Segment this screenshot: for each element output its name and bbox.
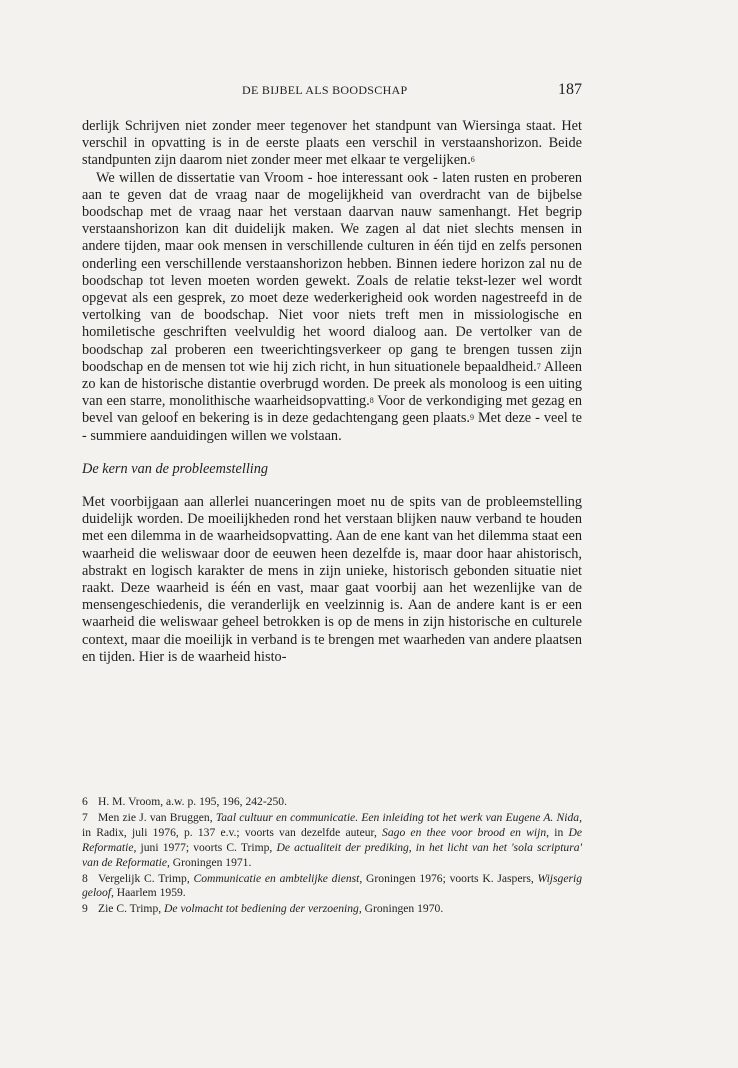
- page-header: [82, 83, 582, 105]
- footnote-text: Groningen 1976; voorts K. Jaspers,: [362, 871, 538, 885]
- footnote-ref-8: 8: [369, 396, 374, 406]
- body-text: [82, 118, 582, 666]
- footnote-6: [82, 795, 582, 810]
- paragraph-2-text-d: Met deze - veel te - summiere aanduidingen willen we volstaan.: [82, 410, 582, 444]
- paragraph-1: [82, 118, 582, 170]
- running-head: DE BIJBEL ALS BOODSCHAP: [242, 83, 408, 97]
- paragraph-3: Met voorbijgaan aan allerlei nuanceringen moet nu de spits van de probleemstelling duidelijk worden. De moeilijkheden rond het verstaan blijken nauw verband te houden met een dilemma in de waarheidsopvatting. Aan de ene kant van het dilemma staat een waarheid die weliswaar door de eeuwen heen dezelfde is, maar door haar ahistorisch, abstrakt en logisch karakter de mens in zijn unieke, historisch gebonden situatie niet raakt. Deze waarheid is één en vast, maar gaat voorbij aan het wezenlijke van de mensengeschiedenis, die veranderlijk en veelzinnig is. Aan de andere kant is er een waarheid die weliswaar geheel betrokken is op de mens in zijn historische en culturele context, maar die moeilijk in verband is te brengen met waarheden van andere plaatsen en tijden. Hier is de waarheid histo-: [82, 494, 582, 665]
- footnote-text: Groningen 1971.: [169, 855, 252, 869]
- footnote-7: [82, 811, 582, 871]
- footnote-8: [82, 872, 582, 902]
- footnote-title: Sago en thee voor brood en wijn,: [382, 825, 550, 839]
- footnote-9: [82, 902, 582, 917]
- footnote-text: in: [549, 825, 569, 839]
- footnote-title: De Reformatie,: [82, 825, 582, 854]
- footnote-text: Zie C. Trimp,: [98, 902, 165, 916]
- footnote-text: Vergelijk C. Trimp,: [98, 871, 194, 885]
- paragraph-1-text: derlijk Schrijven niet zonder meer tegenover het standpunt van Wiersinga staat. Het verschil in opvatting is in de eerste plaats een verschil in verstaanshorizon. Beide standpunten zijn daarom niet zonder meer met elkaar te vergelijken.: [82, 118, 582, 169]
- footnote-title: De volmacht tot bediening der verzoening,: [164, 902, 362, 916]
- footnote-ref-7: 7: [536, 361, 541, 371]
- footnote-text: Men zie J. van Bruggen,: [98, 810, 216, 824]
- footnote-text: juni 1977; voorts C. Trimp,: [136, 840, 277, 854]
- paragraph-2: [82, 170, 582, 445]
- footnote-title: Taal cultuur en communicatie. Een inleiding tot het werk van Eugene A. Nida,: [215, 810, 583, 824]
- footnote-number: 8: [82, 871, 88, 885]
- footnote-number: 7: [82, 810, 88, 824]
- footnotes: [82, 795, 582, 918]
- paragraph-2-text-c: Voor de verkondiging met gezag en bevel van geloof en bekering is in deze gedachtengang geen plaats.: [82, 393, 582, 427]
- footnote-text: Groningen 1970.: [361, 902, 444, 916]
- footnote-title: De actualiteit der prediking, in het licht van het 'sola scriptura' van de Reformatie,: [82, 840, 582, 869]
- footnote-title: Wijsgerig geloof,: [82, 871, 582, 900]
- paragraph-2-text-a: We willen de dissertatie van Vroom - hoe interessant ook - laten rusten en proberen aan te geven dat de vraag naar de mogelijkheid van overdracht van de bijbelse boodschap met de vraag naar het verstaan daarvan nauw samenhangt. Het begrip verstaanshorizon kan dit duidelijk maken. We zagen al dat niet slechts mensen in andere tijden, maar ook mensen in verschillende culturen in één tijd en zelfs personen onderling een verschillende verstaanshorizon hebben. Binnen iedere horizon zal nu de boodschap tot leven moeten worden gewekt. Zoals de relatie tekst-lezer wel wordt opgevat als een gesprek, zo moet deze wederkerigheid ook worden nagestreefd in de vertolking van de boodschap. Niet voor niets treft men in missiologische en homiletische geschriften veelvuldig het woord dialoog aan. De vertolker van de boodschap zal proberen een tweerichtingsverkeer op gang te brengen tussen zijn boodschap en de mensen tot wie hij zich richt, in hun situationele bepaaldheid.: [82, 169, 582, 375]
- footnote-text: H. M. Vroom, a.w. p. 195, 196, 242-250.: [98, 795, 287, 808]
- footnote-ref-9: 9: [469, 413, 474, 423]
- footnote-ref-6: 6: [470, 155, 475, 165]
- footnote-number: 9: [82, 902, 88, 916]
- footnote-title: Communicatie en ambtelijke dienst,: [193, 871, 363, 885]
- section-heading: De kern van de probleemstelling: [82, 460, 269, 477]
- footnote-text: in Radix, juli 1976, p. 137 e.v.; voorts van dezelfde auteur,: [82, 825, 383, 839]
- page-number: 187: [558, 81, 582, 98]
- footnote-number: 6: [82, 795, 88, 808]
- paragraph-2-text-b: Alleen zo kan de historische distantie overbrugd worden. De preek als monoloog is een uiting van een starre, monolithische waarheidsopvatting.: [82, 358, 582, 410]
- footnote-text: Haarlem 1959.: [113, 886, 186, 900]
